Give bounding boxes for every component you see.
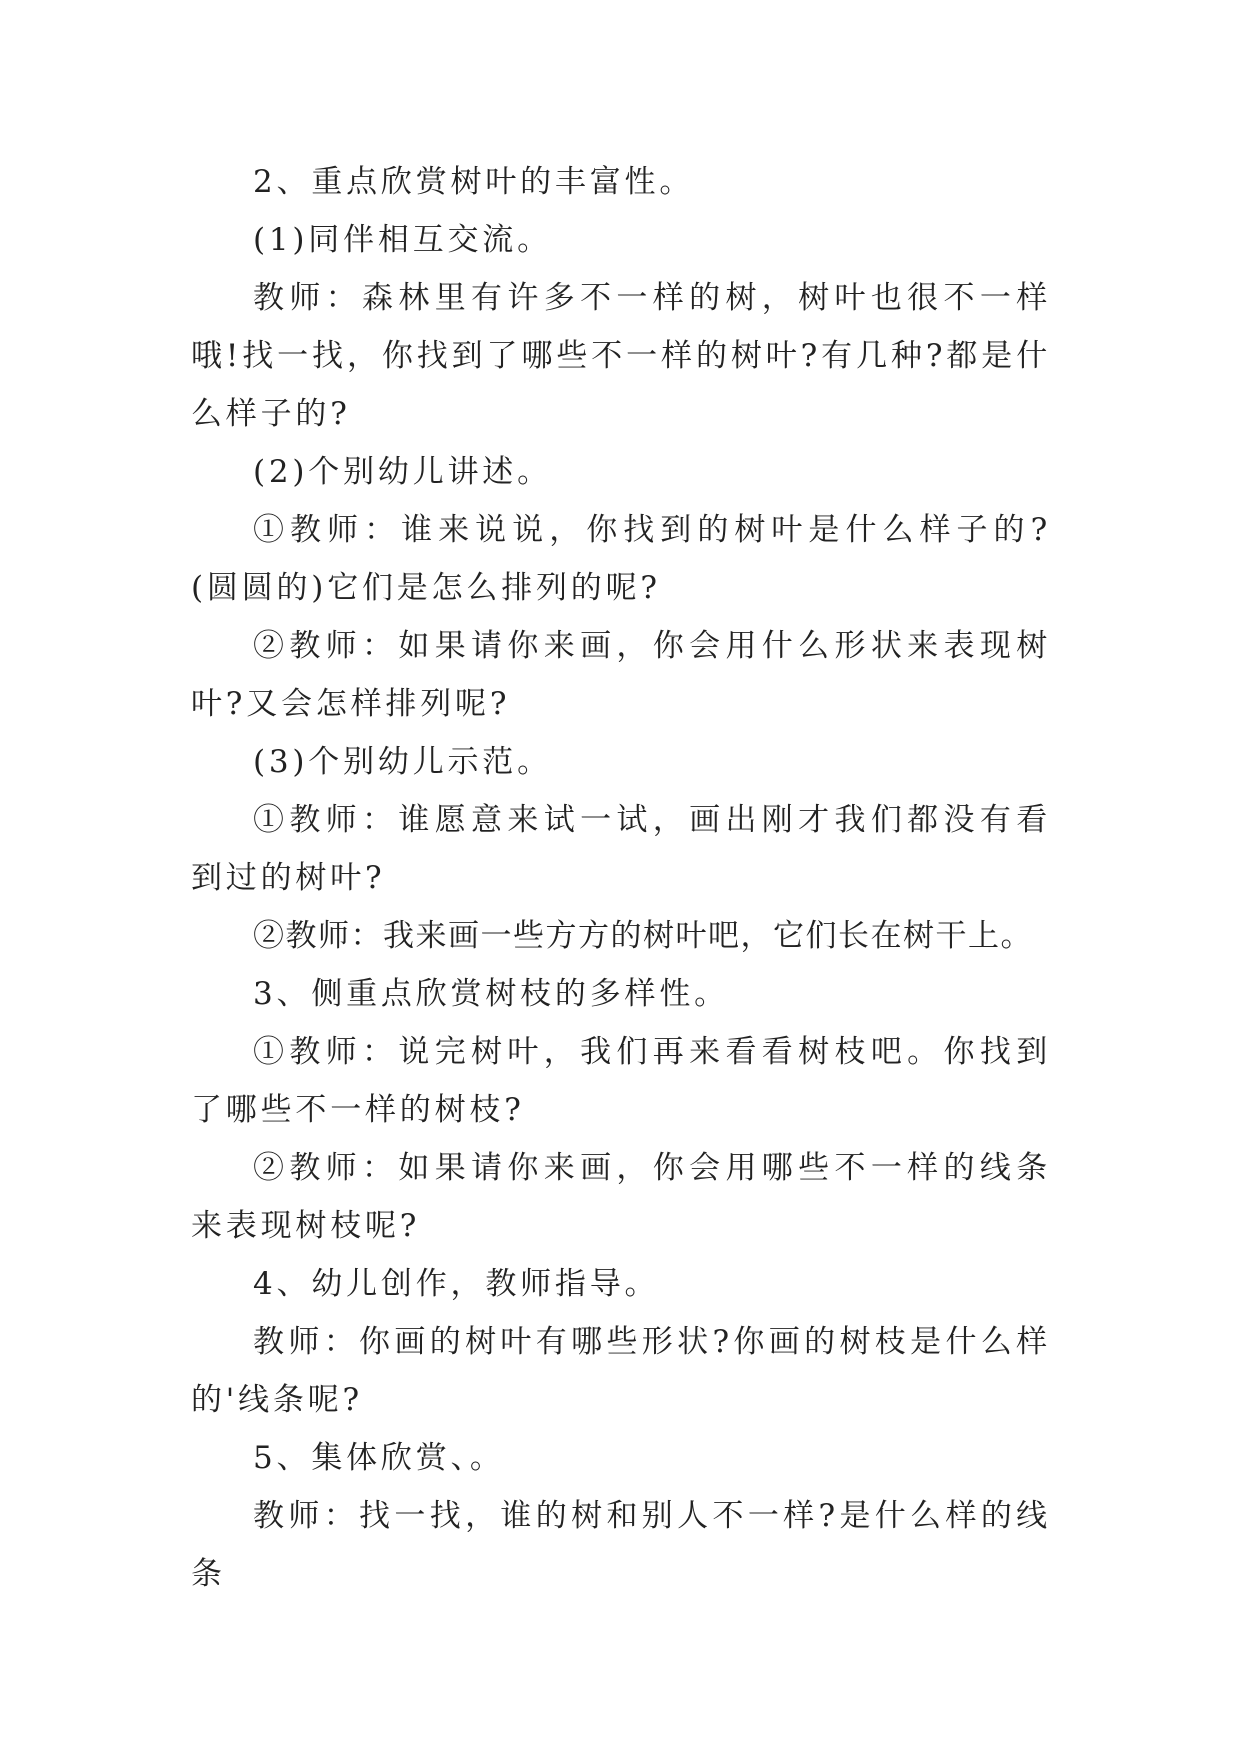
paragraph-teacher-prompt: ②教师：我来画一些方方的树叶吧，它们长在树干上。	[253, 918, 1033, 954]
paragraph-subheading-2: (2)个别幼儿讲述。	[253, 454, 552, 490]
paragraph-teacher-prompt: 教师：森林里有许多不一样的树，树叶也很不一样哦!找一找，你找到了哪些不一样的树叶?有几种?都是什么样子的?	[191, 280, 1051, 432]
paragraph-teacher-prompt: 教师：你画的树叶有哪些形状?你画的树枝是什么样的'线条呢?	[191, 1324, 1051, 1418]
document-page	[191, 153, 1051, 1603]
paragraph-heading-4: 4、幼儿创作，教师指导。	[253, 1266, 660, 1302]
paragraph-teacher-prompt: ①教师：谁愿意来试一试，画出刚才我们都没有看到过的树叶?	[191, 802, 1051, 896]
paragraph-subheading-1: (1)同伴相互交流。	[253, 222, 552, 258]
paragraph-teacher-prompt: ①教师：说完树叶，我们再来看看树枝吧。你找到了哪些不一样的树枝?	[191, 1034, 1051, 1128]
paragraph-subheading-3: (3)个别幼儿示范。	[253, 744, 552, 780]
paragraph-heading-5: 5、集体欣赏、。	[253, 1440, 505, 1476]
paragraph-teacher-prompt: ②教师：如果请你来画，你会用哪些不一样的线条来表现树枝呢?	[191, 1150, 1051, 1244]
paragraph-teacher-prompt: ①教师：谁来说说，你找到的树叶是什么样子的?(圆圆的)它们是怎么排列的呢?	[191, 512, 1051, 606]
paragraph-teacher-prompt: 教师：找一找，谁的树和别人不一样?是什么样的线条	[191, 1498, 1051, 1592]
paragraph-heading-2: 2、重点欣赏树叶的丰富性。	[253, 164, 695, 200]
paragraph-teacher-prompt: ②教师：如果请你来画，你会用什么形状来表现树叶?又会怎样排列呢?	[191, 628, 1051, 722]
paragraph-heading-3: 3、侧重点欣赏树枝的多样性。	[253, 976, 729, 1012]
